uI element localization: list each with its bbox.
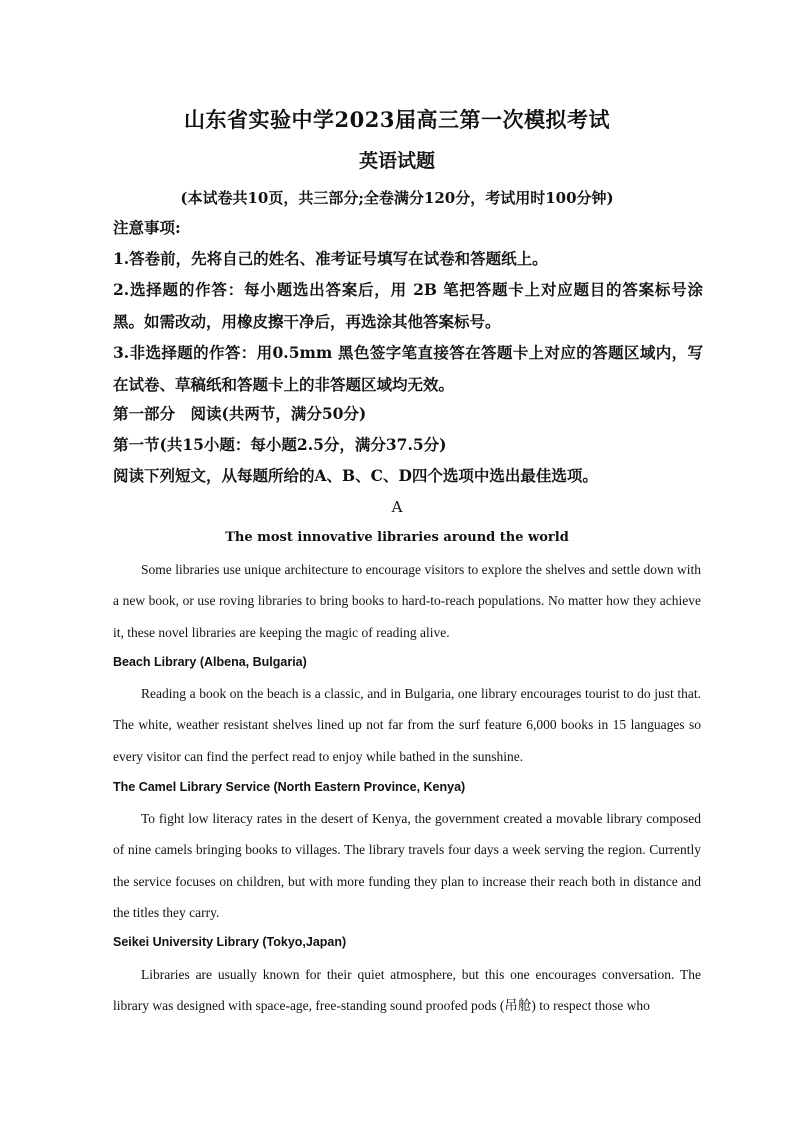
notes-heading: 注意事项: <box>113 218 181 237</box>
note-item-1: 1.答卷前，先将自己的姓名、准考证号填写在试卷和答题纸上。 <box>113 249 548 268</box>
section-text-seikei: Libraries are usually known for their quiet atmosphere, but this one encourages conversation. The library was designed with space-age, free-standing sound proofed pods (吊舱) to respect those who <box>113 967 701 1014</box>
part-title: 第一部分 阅读(共两节，满分50分) <box>113 404 367 423</box>
section-text-camel: To fight low literacy rates in the desert of Kenya, the government created a movable library composed of nine camels bringing books to villages. The library travels four days a week serving the region. Currently the service focuses on children, but with more funding they plan to increase their reach both in distance and the titles they carry. <box>113 811 701 920</box>
section-title: 第一节(共15小题：每小题2.5分，满分37.5分) <box>113 435 447 454</box>
note-item-2: 2.选择题的作答：每小题选出答案后，用 2B 笔把答题卡上对应题目的答案标号涂黑。如需改动，用橡皮擦干净后，再选涂其他答案标号。 <box>113 280 703 331</box>
section-heading-camel: The Camel Library Service (North Eastern Province, Kenya) <box>113 780 466 794</box>
passage-letter: A <box>391 498 403 516</box>
section-text-beach: Reading a book on the beach is a classic, and in Bulgaria, one library encourages tourist to do just that. The white, weather resistant shelves lined up not far from the surf feature 6,000 books in 15 languages so every visitor can find the perfect read to enjoy while bathed in the sunshine. <box>113 686 701 764</box>
passage-title: The most innovative libraries around the world <box>225 530 569 545</box>
section-heading-beach: Beach Library (Albena, Bulgaria) <box>113 655 307 669</box>
note-item-3: 3.非选择题的作答：用0.5mm 黑色签字笔直接答在答题卡上对应的答题区域内，写在试卷、草稿纸和答题卡上的非答题区域均无效。 <box>113 343 703 394</box>
section-heading-seikei: Seikei University Library (Tokyo,Japan) <box>113 935 347 949</box>
exam-title: 山东省实验中学2023届高三第一次模拟考试 <box>184 107 610 132</box>
exam-info: (本试卷共10页，共三部分;全卷满分120分，考试用时100分钟) <box>180 189 614 207</box>
exam-subject: 英语试题 <box>358 150 435 172</box>
passage-intro: Some libraries use unique architecture to encourage visitors to explore the shelves and settle down with a new book, or use roving libraries to bring books to hard-to-reach populations. No matter how they achieve it, these novel libraries are keeping the magic of reading alive. <box>113 562 701 640</box>
reading-instruction: 阅读下列短文，从每题所给的A、B、C、D四个选项中选出最佳选项。 <box>113 466 598 485</box>
